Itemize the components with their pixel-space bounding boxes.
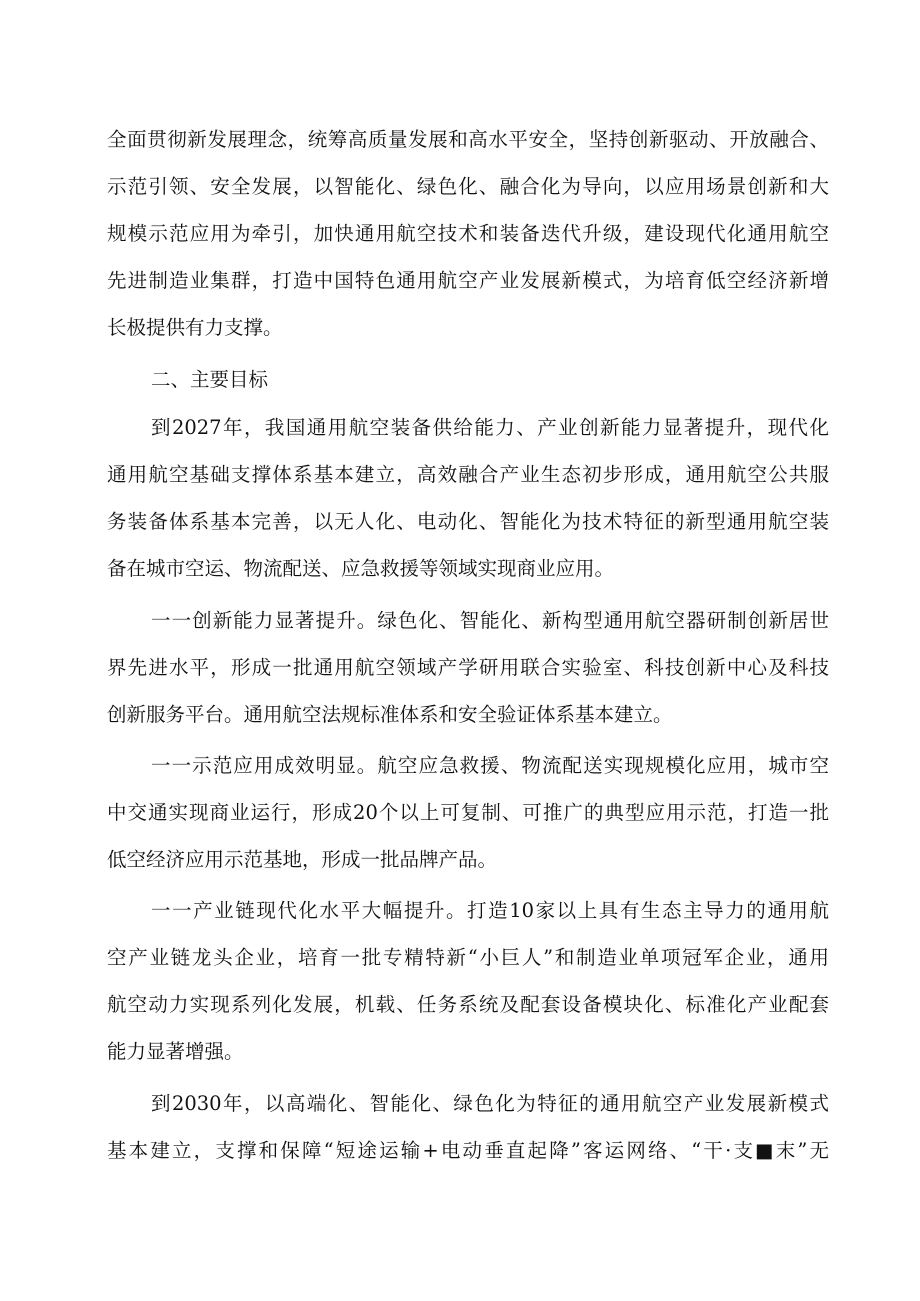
text-line: 一一创新能力显著提升。绿色化、智能化、新构型通用航空器研制创新居世 [151, 609, 829, 632]
text-line: 务装备体系基本完善，以无人化、电动化、智能化为技术特征的新型通用航空装 [107, 510, 829, 533]
text-line: 全面贯彻新发展理念，统筹高质量发展和高水平安全，坚持创新驱动、开放融合、 [107, 128, 829, 151]
text-line: 长极提供有力支撑。 [107, 316, 283, 339]
paragraph-industry-chain [107, 887, 829, 1075]
text-line: 先进制造业集群，打造中国特色通用航空产业发展新模式，为培育低空经济新增 [107, 269, 829, 292]
text-line: 到2027年，我国通用航空装备供给能力、产业创新能力显著提升，现代化 [151, 416, 829, 439]
text-line: 一一产业链现代化水平大幅提升。打造10家以上具有生态主导力的通用航 [151, 899, 829, 922]
section-heading-text: 二、主要目标 [151, 368, 269, 391]
paragraph-intro [107, 116, 829, 351]
section-heading [107, 356, 829, 403]
paragraph-demonstration [107, 742, 829, 883]
text-line: 航空动力实现系列化发展，机载、任务系统及配套设备模块化、标准化产业配套 [107, 993, 829, 1016]
text-line: 通用航空基础支撑体系基本建立，高效融合产业生态初步形成，通用航空公共服 [107, 463, 829, 486]
text-line: 一一示范应用成效明显。航空应急救援、物流配送实现规模化应用，城市空 [151, 754, 829, 777]
text-line: 基本建立，支撑和保障“短途运输+电动垂直起降”客运网络、“干·支■末”无 [107, 1139, 829, 1162]
text-line: 创新服务平台。通用航空法规标准体系和安全验证体系基本建立。 [107, 703, 673, 726]
paragraph-goals-2030 [107, 1080, 829, 1174]
paragraph-goals-2027 [107, 404, 829, 592]
text-line: 到2030年，以高端化、智能化、绿色化为特征的通用航空产业发展新模式 [151, 1092, 829, 1115]
text-line: 中交通实现商业运行，形成20个以上可复制、可推广的典型应用示范，打造一批 [107, 801, 829, 824]
text-line: 低空经济应用示范基地，形成一批品牌产品。 [107, 848, 498, 871]
text-line: 界先进水平，形成一批通用航空领域产学研用联合实验室、科技创新中心及科技 [107, 656, 829, 679]
text-line: 能力显著增强。 [107, 1040, 244, 1063]
text-line: 示范引领、安全发展，以智能化、绿色化、融合化为导向，以应用场景创新和大 [107, 175, 829, 198]
text-line: 空产业链龙头企业，培育一批专精特新“小巨人”和制造业单项冠军企业，通用 [107, 946, 829, 969]
paragraph-innovation [107, 597, 829, 738]
text-line: 规模示范应用为牵引，加快通用航空技术和装备迭代升级，建设现代化通用航空 [107, 222, 829, 245]
text-line: 备在城市空运、物流配送、应急救援等领域实现商业应用。 [107, 557, 615, 580]
